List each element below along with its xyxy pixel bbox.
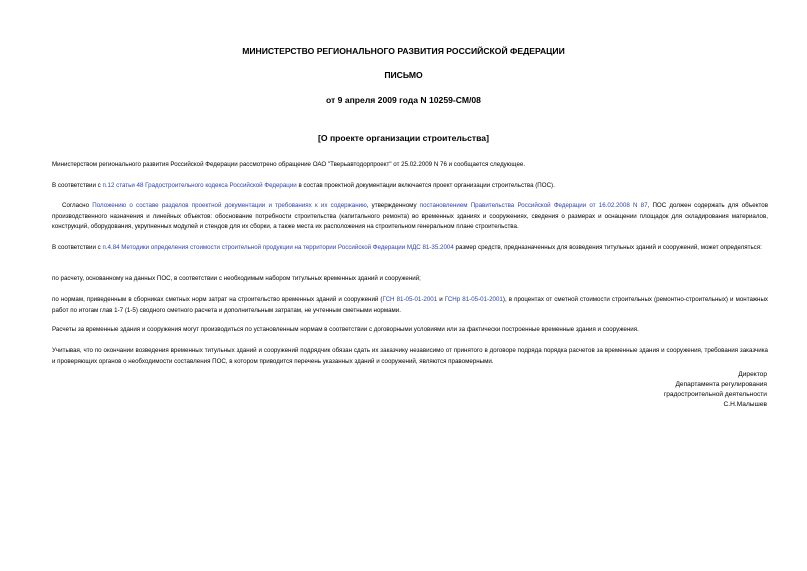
document-date-number: от 9 апреля 2009 года N 10259-СМ/08 <box>326 95 481 105</box>
link-gsn-81-05-01[interactable]: ГСН 81-05-01-2001 <box>382 296 438 303</box>
paragraph-8-text: Учитывая, что по окончании возведения временных титульных зданий и сооружений подрядчик обязан сдать их заказчику независимо от принятого в договоре подряда порядка расчетов за временные здания и сооружения, требования заказчика и проверяющих органов о необходимости составления ПОС, в котором приводится перечень указанных зданий и сооружений, являются правомерными. <box>52 347 768 365</box>
paragraph-8 <box>52 346 768 367</box>
paragraph-3-text-a: Согласно <box>62 202 93 209</box>
paragraph-6-text-b: и <box>437 296 445 303</box>
signature-name: С.Н.Малышев <box>723 401 767 408</box>
link-postanovlenie-87[interactable]: постановлением Правительства Российской Федерации от 16.02.2008 N 87 <box>419 202 648 209</box>
signature-department-cont: градостроительной деятельности <box>663 391 767 398</box>
paragraph-2-text-b: в состав проектной документации включается проект организации строительства (ПОС). <box>296 182 555 189</box>
paragraph-6-text-c: ), в процентах от сметной стоимости строительных (ремонтно-строительных) и монтажных работ по итогам глав 1-7 (1-5) сводного сметного расчета и дополнительным затратам, не учтенным сметными нормами. <box>52 296 768 314</box>
paragraph-5-text: по расчету, основанному на данных ПОС, в соответствии с необходимым набором титульных временных зданий и сооружений; <box>52 275 421 282</box>
paragraph-4-text-b: размер средств, предназначенных для возведения титульных зданий и сооружений, может определяться: <box>453 244 762 251</box>
link-mds-81-35[interactable]: п.4.84 Методики определения стоимости строительной продукции на территории Российской Федерации МДС 81-35.2004 <box>102 244 454 251</box>
signature-department: Департамента регулирования <box>675 381 767 388</box>
document-subject: [О проекте организации строительства] <box>318 133 489 143</box>
paragraph-2 <box>52 181 768 192</box>
paragraph-5 <box>52 274 768 285</box>
link-polozhenie-o-sostave[interactable]: Положению о составе разделов проектной документации и требованиях к их содержанию <box>92 202 367 209</box>
document-type: ПИСЬМО <box>384 70 423 80</box>
paragraph-4 <box>52 243 768 254</box>
paragraph-6-text-a: по нормам, приведенным в сборниках сметных норм затрат на строительство временных зданий и сооружений ( <box>52 296 383 303</box>
paragraph-1 <box>52 160 768 171</box>
link-gsnr-81-05-01[interactable]: ГСНр 81-05-01-2001 <box>444 296 503 303</box>
paragraph-2-text-a: В соответствии с <box>52 182 103 189</box>
paragraph-4-text-a: В соответствии с <box>52 244 103 251</box>
paragraph-3-text-b: , утвержденному <box>366 202 420 209</box>
paragraph-3-text-c: , ПОС должен содержать для объектов производственного назначения и линейных объектов: обоснование потребности строительства (капитального ремонта) во временных зданиях и сооружениях, сведения о размерах и оснащении площадок для складирования материалов, конструкций, оборудования, укрупненных модулей и стендов для их сборки, а также места их расположения на строительном генеральном плане строительства. <box>52 202 768 230</box>
paragraph-7 <box>52 325 768 336</box>
signature-title: Директор <box>738 371 767 378</box>
paragraph-1-text: Министерством регионального развития Российской Федерации рассмотрено обращение ОАО "Тверьавтодорпроект" от 25.02.2009 N 76 и сообщается следующее. <box>52 161 526 168</box>
link-gradostroitelny-kodeks[interactable]: п.12 статьи 48 Градостроительного кодекса Российской Федерации <box>102 182 297 189</box>
signature-block <box>664 370 767 410</box>
paragraph-6 <box>52 295 768 316</box>
ministry-heading: МИНИСТЕРСТВО РЕГИОНАЛЬНОГО РАЗВИТИЯ РОССИЙСКОЙ ФЕДЕРАЦИИ <box>242 46 565 56</box>
paragraph-7-text: Расчеты за временные здания и сооружения могут производиться по установленным нормам в соответствии с договорными условиями или за фактически построенные временные здания и сооружения. <box>52 326 639 333</box>
paragraph-3 <box>52 201 768 233</box>
